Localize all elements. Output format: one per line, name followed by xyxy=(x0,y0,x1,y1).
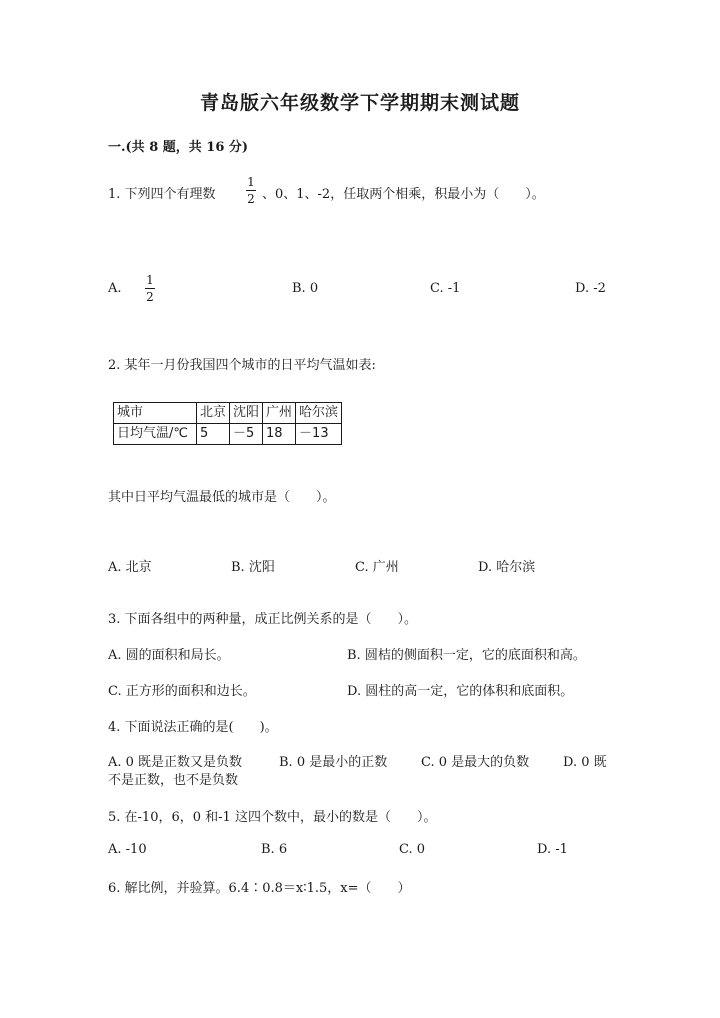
q1-option-d[interactable]: D. -2 xyxy=(575,281,606,296)
table-header-cell: 城市 xyxy=(114,403,197,424)
q1-fraction xyxy=(246,176,256,206)
q1-option-a-label[interactable]: A. xyxy=(108,281,122,296)
q1-suffix: 、0、1、-2，任取两个相乘，积最小为（ ）。 xyxy=(262,187,545,202)
section-heading: 一.(共 8 题，共 16 分) xyxy=(108,140,249,155)
q5-text: 5. 在-10，6，0 和-1 这四个数中，最小的数是（ ）。 xyxy=(108,810,437,825)
table-cell: 日均气温/℃ xyxy=(114,424,197,445)
q6-text: 6. 解比例，并验算。6.4∶0.8＝x∶1.5，x=（ ） xyxy=(108,881,411,896)
table-row xyxy=(114,424,342,445)
q5-option-a[interactable]: A. -10 xyxy=(108,842,147,857)
q1-option-a-denominator: 2 xyxy=(146,290,154,304)
fraction-bar xyxy=(246,190,256,191)
table-header-cell: 沈阳 xyxy=(230,403,263,424)
q1-option-a-fraction[interactable] xyxy=(145,274,155,304)
q5-option-c[interactable]: C. 0 xyxy=(399,842,426,857)
page-title: 青岛版六年级数学下学期期末测试题 xyxy=(199,92,520,114)
table-cell: －5 xyxy=(230,424,263,445)
q1-fraction-denominator: 2 xyxy=(247,192,255,206)
table-header-cell: 哈尔滨 xyxy=(296,403,342,424)
table-header-cell: 广州 xyxy=(263,403,296,424)
q1-fraction-numerator: 1 xyxy=(247,175,255,189)
q1-prefix: 1. 下列四个有理数 xyxy=(108,187,216,202)
fraction-bar xyxy=(145,288,155,289)
q3-option-b[interactable]: B. 圆桔的侧面积一定，它的底面积和高。 xyxy=(347,648,586,663)
temperature-table xyxy=(113,402,342,445)
q3-option-d[interactable]: D. 圆柱的高一定，它的体积和底面积。 xyxy=(347,684,574,699)
q4-option-c[interactable]: C. 0 是最大的负数 xyxy=(421,755,530,770)
q4-option-b[interactable]: B. 0 是最小的正数 xyxy=(279,755,388,770)
q2-option-a[interactable]: A. 北京 xyxy=(108,560,152,575)
table-cell: 5 xyxy=(197,424,230,445)
q4-option-a[interactable]: A. 0 既是正数又是负数 xyxy=(108,755,243,770)
q2-option-c[interactable]: C. 广州 xyxy=(355,560,399,575)
q1-option-c[interactable]: C. -1 xyxy=(430,281,461,296)
table-cell: 18 xyxy=(263,424,296,445)
table-header-row xyxy=(114,403,342,424)
q3-option-c[interactable]: C. 正方形的面积和边长。 xyxy=(108,684,256,699)
q5-option-b[interactable]: B. 6 xyxy=(261,842,288,857)
q2-text: 2. 某年一月份我国四个城市的日平均气温如表: xyxy=(108,358,376,373)
q3-option-a[interactable]: A. 圆的面积和局长。 xyxy=(108,648,230,663)
q1-option-b[interactable]: B. 0 xyxy=(292,281,319,296)
q4-option-d-line1[interactable]: D. 0 既 xyxy=(563,755,607,770)
q3-text: 3. 下面各组中的两种量，成正比例关系的是（ ）。 xyxy=(108,612,418,627)
q4-option-d-line2[interactable]: 不是正数，也不是负数 xyxy=(108,773,239,788)
q2-option-d[interactable]: D. 哈尔滨 xyxy=(478,560,536,575)
q2-question: 其中日平均气温最低的城市是（ ）。 xyxy=(108,490,336,505)
q4-text: 4. 下面说法正确的是( )。 xyxy=(108,720,278,735)
q1-option-a-numerator: 1 xyxy=(146,273,154,287)
q2-option-b[interactable]: B. 沈阳 xyxy=(231,560,275,575)
table-header-cell: 北京 xyxy=(197,403,230,424)
q5-option-d[interactable]: D. -1 xyxy=(537,842,568,857)
table-cell: －13 xyxy=(296,424,342,445)
